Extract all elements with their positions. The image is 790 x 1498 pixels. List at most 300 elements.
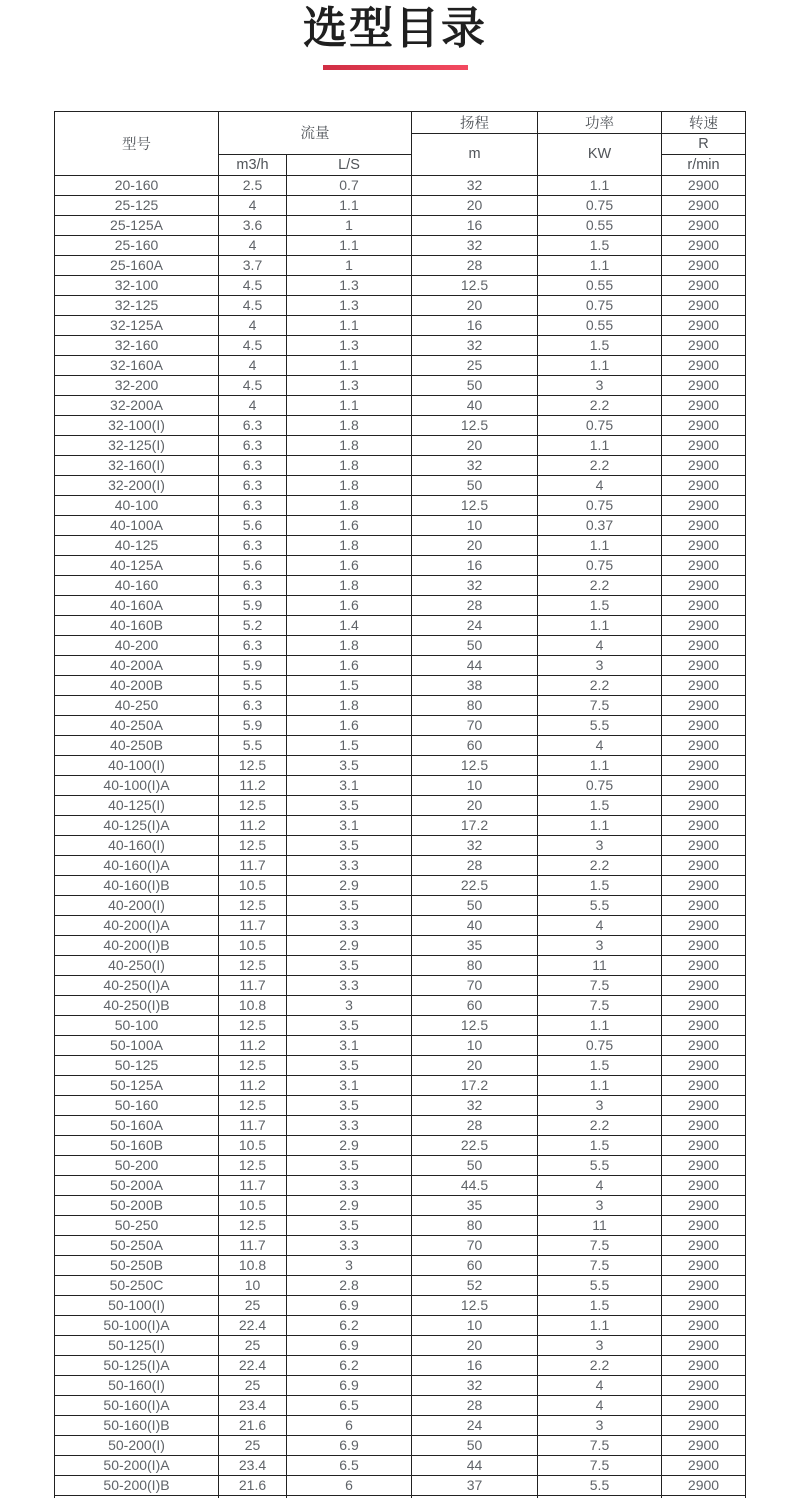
cell-flow-m3h: 12.5	[219, 1015, 287, 1035]
cell-flow-m3h: 25	[219, 1375, 287, 1395]
table-row	[55, 375, 746, 395]
table-row	[55, 1455, 746, 1475]
cell-flow-ls: 3.1	[287, 815, 412, 835]
cell-speed-rmin: 2900	[662, 675, 746, 695]
cell-flow-m3h: 5.9	[219, 715, 287, 735]
cell-power-kw: 2.2	[538, 395, 662, 415]
cell-model: 32-160(I)	[55, 455, 219, 475]
table-row	[55, 1395, 746, 1415]
cell-head-m: 60	[412, 1255, 538, 1275]
cell-head-m: 10	[412, 1315, 538, 1335]
cell-flow-ls: 1.8	[287, 495, 412, 515]
table-row	[55, 1435, 746, 1455]
cell-flow-ls: 1.6	[287, 655, 412, 675]
cell-flow-ls: 3.3	[287, 1115, 412, 1135]
header-head: 扬程	[412, 111, 538, 133]
cell-head-m: 16	[412, 555, 538, 575]
cell-flow-m3h: 6.3	[219, 535, 287, 555]
cell-power-kw: 4	[538, 915, 662, 935]
cell-flow-m3h: 11.2	[219, 1075, 287, 1095]
table-row	[55, 415, 746, 435]
cell-power-kw: 1.1	[538, 355, 662, 375]
cell-speed-rmin: 2900	[662, 915, 746, 935]
cell-model: 40-250	[55, 695, 219, 715]
cell-flow-ls: 3.3	[287, 915, 412, 935]
cell-model: 25-125A	[55, 215, 219, 235]
cell-power-kw: 11	[538, 955, 662, 975]
cell-flow-ls: 1.6	[287, 515, 412, 535]
cell-head-m: 32	[412, 575, 538, 595]
cell-flow-m3h: 6.3	[219, 475, 287, 495]
table-row	[55, 975, 746, 995]
cell-power-kw: 3	[538, 655, 662, 675]
cell-flow-ls: 3.1	[287, 1035, 412, 1055]
cell-model: 40-160(I)	[55, 835, 219, 855]
cell-power-kw: 7.5	[538, 975, 662, 995]
cell-flow-ls: 1	[287, 215, 412, 235]
cell-model: 40-200A	[55, 655, 219, 675]
cell-flow-ls: 3.5	[287, 795, 412, 815]
table-row	[55, 1035, 746, 1055]
cell-model: 40-200(I)A	[55, 915, 219, 935]
table-row	[55, 1275, 746, 1295]
cell-power-kw: 0.37	[538, 515, 662, 535]
cell-model: 50-100(I)	[55, 1295, 219, 1315]
cell-model: 50-200	[55, 1155, 219, 1175]
cell-flow-m3h: 11.7	[219, 915, 287, 935]
cell-flow-m3h: 5.6	[219, 555, 287, 575]
cell-head-m: 12.5	[412, 275, 538, 295]
cell-speed-rmin: 2900	[662, 975, 746, 995]
table-row	[55, 475, 746, 495]
cell-head-m: 16	[412, 1355, 538, 1375]
table-row	[55, 775, 746, 795]
cell-speed-rmin: 2900	[662, 535, 746, 555]
cell-power-kw: 1.5	[538, 595, 662, 615]
table-body	[55, 175, 746, 1498]
cell-speed-rmin: 2900	[662, 1235, 746, 1255]
cell-speed-rmin: 2900	[662, 615, 746, 635]
cell-power-kw: 7.5	[538, 1235, 662, 1255]
table-row	[55, 195, 746, 215]
cell-head-m: 20	[412, 1335, 538, 1355]
cell-flow-m3h: 21.6	[219, 1415, 287, 1435]
cell-power-kw: 1.1	[538, 1015, 662, 1035]
cell-head-m: 17.2	[412, 815, 538, 835]
cell-flow-m3h: 22.4	[219, 1355, 287, 1375]
cell-model: 40-250A	[55, 715, 219, 735]
cell-model: 50-100A	[55, 1035, 219, 1055]
cell-power-kw: 0.75	[538, 1035, 662, 1055]
cell-head-m: 24	[412, 615, 538, 635]
cell-power-kw: 4	[538, 1175, 662, 1195]
table-row	[55, 1175, 746, 1195]
cell-flow-ls: 3.5	[287, 1155, 412, 1175]
cell-speed-rmin: 2900	[662, 1375, 746, 1395]
cell-model: 50-160A	[55, 1115, 219, 1135]
cell-flow-ls: 3.5	[287, 895, 412, 915]
cell-head-m: 60	[412, 995, 538, 1015]
cell-head-m: 50	[412, 475, 538, 495]
cell-speed-rmin: 2900	[662, 375, 746, 395]
cell-speed-rmin: 2900	[662, 935, 746, 955]
cell-flow-ls: 1.8	[287, 415, 412, 435]
table-row	[55, 715, 746, 735]
cell-power-kw: 1.5	[538, 795, 662, 815]
cell-speed-rmin: 2900	[662, 1135, 746, 1155]
cell-head-m: 35	[412, 1195, 538, 1215]
cell-flow-m3h: 3.6	[219, 215, 287, 235]
cell-power-kw: 1.5	[538, 1135, 662, 1155]
cell-head-m: 20	[412, 795, 538, 815]
cell-power-kw: 2.2	[538, 1355, 662, 1375]
cell-model: 32-200	[55, 375, 219, 395]
cell-speed-rmin: 2900	[662, 1415, 746, 1435]
cell-flow-m3h: 4	[219, 395, 287, 415]
cell-model: 40-100(I)A	[55, 775, 219, 795]
cell-head-m: 32	[412, 1095, 538, 1115]
table-row	[55, 1475, 746, 1495]
cell-flow-ls: 1.6	[287, 555, 412, 575]
cell-flow-m3h: 6.3	[219, 435, 287, 455]
cell-flow-m3h: 23.4	[219, 1455, 287, 1475]
cell-flow-ls: 2.9	[287, 1195, 412, 1215]
cell-speed-rmin: 2900	[662, 795, 746, 815]
table-row	[55, 1235, 746, 1255]
cell-power-kw: 0.55	[538, 315, 662, 335]
cell-flow-m3h: 10.5	[219, 875, 287, 895]
cell-flow-m3h: 6.3	[219, 695, 287, 715]
cell-head-m: 80	[412, 695, 538, 715]
cell-power-kw: 3	[538, 1095, 662, 1115]
cell-flow-m3h: 11.7	[219, 1175, 287, 1195]
cell-model: 50-250A	[55, 1235, 219, 1255]
table-row	[55, 615, 746, 635]
cell-speed-rmin: 2900	[662, 1035, 746, 1055]
cell-power-kw: 4	[538, 475, 662, 495]
cell-model: 50-125A	[55, 1075, 219, 1095]
cell-speed-rmin: 2900	[662, 1395, 746, 1415]
table-row	[55, 1215, 746, 1235]
cell-flow-m3h: 11.7	[219, 975, 287, 995]
cell-head-m: 80	[412, 1215, 538, 1235]
cell-power-kw: 1.1	[538, 535, 662, 555]
cell-speed-rmin: 2900	[662, 495, 746, 515]
cell-flow-m3h: 25	[219, 1435, 287, 1455]
table-row	[55, 1015, 746, 1035]
cell-flow-m3h: 10	[219, 1275, 287, 1295]
cell-flow-ls: 6.2	[287, 1355, 412, 1375]
cell-speed-rmin: 2900	[662, 955, 746, 975]
table-row	[55, 555, 746, 575]
cell-head-m: 38	[412, 675, 538, 695]
cell-head-m: 10	[412, 775, 538, 795]
cell-speed-rmin: 2900	[662, 335, 746, 355]
cell-flow-ls: 6.9	[287, 1435, 412, 1455]
cell-flow-m3h: 11.7	[219, 855, 287, 875]
table-row	[55, 1195, 746, 1215]
cell-model: 32-160	[55, 335, 219, 355]
cell-flow-ls: 6	[287, 1475, 412, 1495]
cell-head-m: 10	[412, 515, 538, 535]
cell-speed-rmin: 2900	[662, 1335, 746, 1355]
cell-speed-rmin: 2900	[662, 275, 746, 295]
cell-power-kw: 1.5	[538, 235, 662, 255]
table-row	[55, 1315, 746, 1335]
cell-power-kw: 1.1	[538, 175, 662, 195]
cell-power-kw: 5.5	[538, 895, 662, 915]
cell-power-kw: 1.5	[538, 1295, 662, 1315]
cell-speed-rmin: 2900	[662, 775, 746, 795]
cell-power-kw: 3	[538, 1195, 662, 1215]
table-row	[55, 495, 746, 515]
cell-model: 50-200B	[55, 1195, 219, 1215]
cell-flow-m3h: 4.5	[219, 275, 287, 295]
cell-flow-ls: 2.8	[287, 1275, 412, 1295]
cell-power-kw: 2.2	[538, 455, 662, 475]
table-row	[55, 295, 746, 315]
cell-flow-m3h: 4	[219, 235, 287, 255]
table-row	[55, 655, 746, 675]
cell-head-m: 20	[412, 295, 538, 315]
cell-flow-ls: 2.9	[287, 1135, 412, 1155]
cell-head-m: 16	[412, 315, 538, 335]
cell-flow-m3h: 21.6	[219, 1475, 287, 1495]
table-row	[55, 175, 746, 195]
cell-flow-m3h: 12.5	[219, 795, 287, 815]
cell-head-m: 28	[412, 1115, 538, 1135]
cell-speed-rmin: 2900	[662, 735, 746, 755]
cell-model: 50-200(I)	[55, 1435, 219, 1455]
cell-power-kw: 0.55	[538, 215, 662, 235]
cell-flow-ls: 1.3	[287, 295, 412, 315]
table-row	[55, 1075, 746, 1095]
cell-head-m: 50	[412, 635, 538, 655]
cell-model: 50-200(I)B	[55, 1475, 219, 1495]
cell-head-m: 32	[412, 335, 538, 355]
cell-flow-ls: 1.8	[287, 475, 412, 495]
cell-head-m: 32	[412, 835, 538, 855]
cell-flow-m3h: 10.5	[219, 1195, 287, 1215]
cell-flow-ls: 1.1	[287, 395, 412, 415]
cell-model: 25-160A	[55, 255, 219, 275]
cell-model: 40-160	[55, 575, 219, 595]
cell-head-m: 44.5	[412, 1175, 538, 1195]
cell-flow-m3h: 10.8	[219, 995, 287, 1015]
header-speed: 转速	[662, 111, 746, 133]
cell-flow-ls: 6.5	[287, 1455, 412, 1475]
cell-speed-rmin: 2900	[662, 475, 746, 495]
cell-flow-ls: 1.4	[287, 615, 412, 635]
cell-speed-rmin: 2900	[662, 1195, 746, 1215]
cell-model: 40-125A	[55, 555, 219, 575]
cell-head-m: 28	[412, 1395, 538, 1415]
cell-speed-rmin: 2900	[662, 1215, 746, 1235]
cell-model: 25-160	[55, 235, 219, 255]
cell-speed-rmin: 2900	[662, 895, 746, 915]
cell-flow-m3h: 12.5	[219, 1155, 287, 1175]
cell-power-kw: 0.75	[538, 415, 662, 435]
cell-flow-ls: 1.8	[287, 575, 412, 595]
cell-model: 40-100	[55, 495, 219, 515]
cell-head-m: 25	[412, 355, 538, 375]
cell-flow-m3h: 10.8	[219, 1255, 287, 1275]
cell-power-kw: 3	[538, 1415, 662, 1435]
cell-flow-ls: 3.1	[287, 1075, 412, 1095]
cell-model: 40-200B	[55, 675, 219, 695]
table-row	[55, 915, 746, 935]
cell-model: 50-250	[55, 1215, 219, 1235]
cell-flow-ls: 3	[287, 1255, 412, 1275]
cell-power-kw: 0.75	[538, 555, 662, 575]
cell-flow-m3h: 12.5	[219, 755, 287, 775]
cell-model: 40-100(I)	[55, 755, 219, 775]
cell-model: 20-160	[55, 175, 219, 195]
cell-flow-m3h: 5.5	[219, 675, 287, 695]
header-power-unit: KW	[538, 133, 662, 175]
cell-head-m: 24	[412, 1415, 538, 1435]
cell-model: 50-160(I)	[55, 1375, 219, 1395]
cell-model: 40-160B	[55, 615, 219, 635]
cell-power-kw: 0.75	[538, 495, 662, 515]
cell-speed-rmin: 2900	[662, 1435, 746, 1455]
table-row	[55, 1135, 746, 1155]
cell-model: 40-100A	[55, 515, 219, 535]
cell-power-kw: 1.1	[538, 815, 662, 835]
cell-head-m: 50	[412, 895, 538, 915]
cell-model: 50-160(I)B	[55, 1415, 219, 1435]
cell-speed-rmin: 2900	[662, 355, 746, 375]
cell-head-m: 32	[412, 235, 538, 255]
table-row	[55, 315, 746, 335]
header-speed-unit: r/min	[662, 154, 746, 175]
cell-model: 50-125(I)A	[55, 1355, 219, 1375]
table-row	[55, 595, 746, 615]
cell-flow-ls: 1.8	[287, 535, 412, 555]
cell-power-kw: 1.5	[538, 875, 662, 895]
cell-speed-rmin: 2900	[662, 215, 746, 235]
cell-speed-rmin: 2900	[662, 255, 746, 275]
cell-speed-rmin: 2900	[662, 1255, 746, 1275]
cell-speed-rmin: 2900	[662, 1475, 746, 1495]
cell-head-m: 35	[412, 935, 538, 955]
table-row	[55, 275, 746, 295]
cell-head-m: 60	[412, 735, 538, 755]
cell-power-kw: 5.5	[538, 715, 662, 735]
cell-flow-m3h: 2.5	[219, 175, 287, 195]
cell-model: 32-125	[55, 295, 219, 315]
cell-flow-ls: 6.5	[287, 1395, 412, 1415]
cell-flow-ls: 6.9	[287, 1375, 412, 1395]
table-row	[55, 675, 746, 695]
table-row	[55, 1095, 746, 1115]
cell-flow-ls: 1.8	[287, 635, 412, 655]
table-row	[55, 435, 746, 455]
cell-speed-rmin: 2900	[662, 1275, 746, 1295]
cell-power-kw: 3	[538, 375, 662, 395]
cell-flow-ls: 2.9	[287, 935, 412, 955]
cell-speed-rmin: 2900	[662, 1015, 746, 1035]
cell-flow-m3h: 11.2	[219, 815, 287, 835]
cell-speed-rmin: 2900	[662, 195, 746, 215]
cell-flow-m3h: 11.2	[219, 1035, 287, 1055]
cell-model: 32-160A	[55, 355, 219, 375]
cell-power-kw: 4	[538, 635, 662, 655]
cell-flow-ls: 3	[287, 995, 412, 1015]
table-row	[55, 815, 746, 835]
cell-flow-m3h: 11.7	[219, 1235, 287, 1255]
header-flow: 流量	[219, 111, 412, 154]
cell-power-kw: 4	[538, 1395, 662, 1415]
header-model: 型号	[55, 111, 219, 175]
header-flow-m3h: m3/h	[219, 154, 287, 175]
cell-model: 40-160(I)A	[55, 855, 219, 875]
cell-head-m: 12.5	[412, 415, 538, 435]
cell-head-m: 70	[412, 1235, 538, 1255]
cell-head-m: 44	[412, 1455, 538, 1475]
cell-flow-m3h: 25	[219, 1335, 287, 1355]
cell-power-kw: 1.1	[538, 255, 662, 275]
selection-table	[54, 111, 746, 1498]
cell-flow-ls: 1.3	[287, 375, 412, 395]
cell-head-m: 12.5	[412, 1015, 538, 1035]
cell-model: 40-250(I)	[55, 955, 219, 975]
cell-speed-rmin: 2900	[662, 635, 746, 655]
cell-flow-ls: 3.5	[287, 755, 412, 775]
cell-power-kw: 1.1	[538, 1075, 662, 1095]
cell-flow-m3h: 6.3	[219, 495, 287, 515]
header-power: 功率	[538, 111, 662, 133]
cell-flow-ls: 1.5	[287, 735, 412, 755]
cell-model: 40-250(I)A	[55, 975, 219, 995]
cell-flow-ls: 6.2	[287, 1315, 412, 1335]
table-row	[55, 1055, 746, 1075]
cell-flow-ls: 3.3	[287, 1175, 412, 1195]
cell-model: 32-100(I)	[55, 415, 219, 435]
cell-model: 32-200(I)	[55, 475, 219, 495]
header-speed-r: R	[662, 133, 746, 154]
cell-flow-m3h: 4	[219, 315, 287, 335]
table-row	[55, 755, 746, 775]
cell-power-kw: 1.5	[538, 335, 662, 355]
cell-speed-rmin: 2900	[662, 715, 746, 735]
cell-head-m: 17.2	[412, 1075, 538, 1095]
cell-speed-rmin: 2900	[662, 1155, 746, 1175]
cell-model: 25-125	[55, 195, 219, 215]
cell-model: 50-160	[55, 1095, 219, 1115]
cell-flow-m3h: 5.9	[219, 595, 287, 615]
cell-model: 32-100	[55, 275, 219, 295]
cell-speed-rmin: 2900	[662, 1075, 746, 1095]
cell-head-m: 50	[412, 1155, 538, 1175]
cell-flow-m3h: 12.5	[219, 1055, 287, 1075]
cell-power-kw: 2.2	[538, 575, 662, 595]
cell-speed-rmin: 2900	[662, 1175, 746, 1195]
table-row	[55, 935, 746, 955]
cell-head-m: 32	[412, 455, 538, 475]
cell-speed-rmin: 2900	[662, 175, 746, 195]
cell-flow-ls: 3.3	[287, 975, 412, 995]
cell-head-m: 22.5	[412, 875, 538, 895]
cell-flow-ls: 1.8	[287, 435, 412, 455]
table-row	[55, 855, 746, 875]
cell-speed-rmin: 2900	[662, 1055, 746, 1075]
cell-speed-rmin: 2900	[662, 595, 746, 615]
cell-head-m: 28	[412, 595, 538, 615]
cell-head-m: 50	[412, 1435, 538, 1455]
cell-model: 50-160(I)A	[55, 1395, 219, 1415]
cell-head-m: 44	[412, 655, 538, 675]
